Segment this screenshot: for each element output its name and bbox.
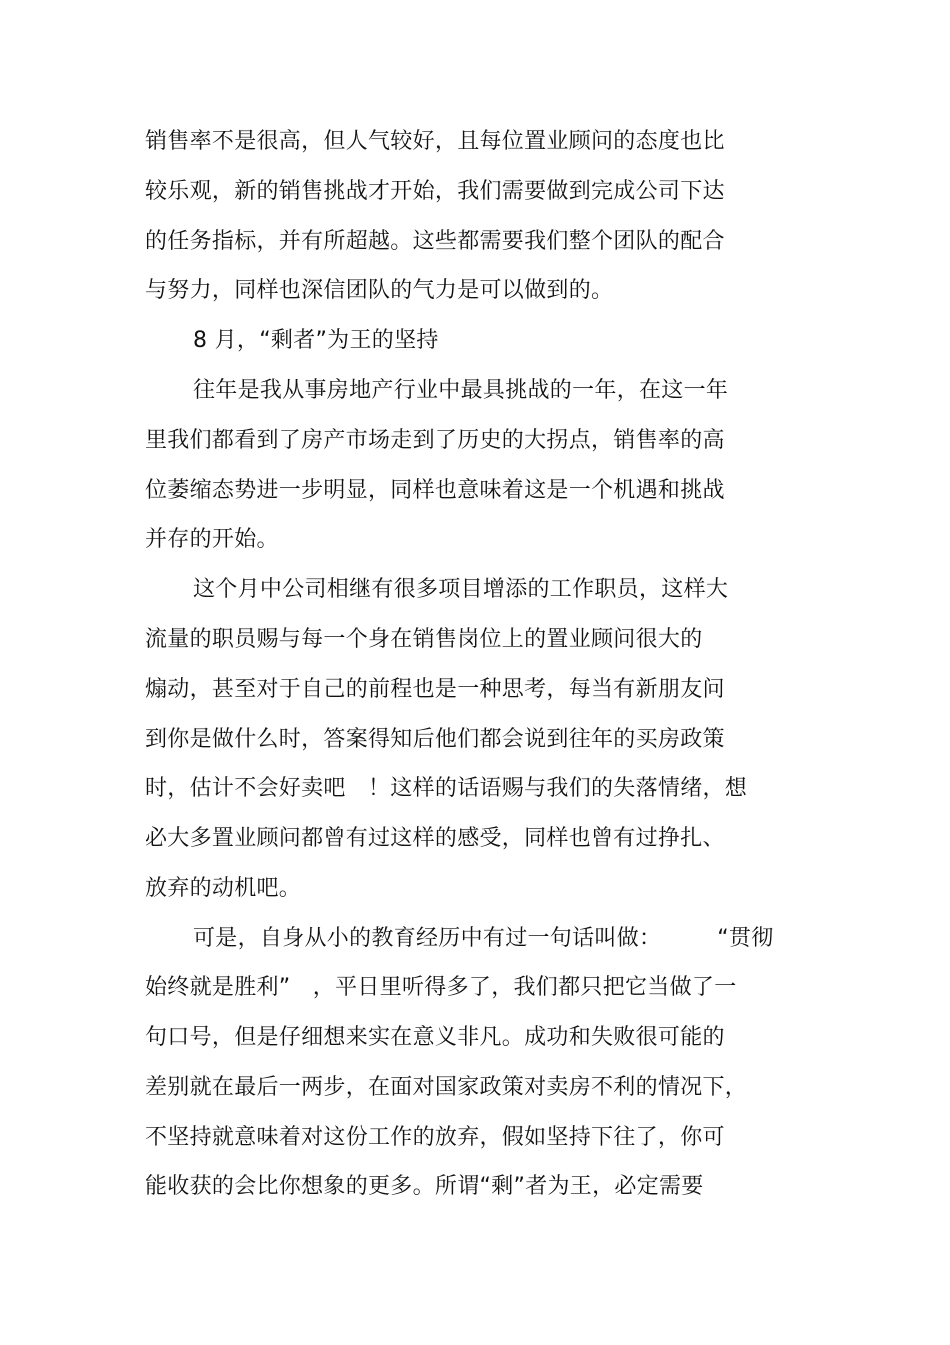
section-heading: 8 月，“剩者”为王的坚持 [193, 328, 439, 353]
paragraph-line: 较乐观，新的销售挑战才开始，我们需要做到完成公司下达 [145, 179, 725, 204]
paragraph-line: 时，估计不会好卖吧 ！这样的话语赐与我们的失落情绪，想 [145, 776, 748, 801]
paragraph-line: 句口号，但是仔细想来实在意义非凡。成功和失败很可能的 [145, 1025, 725, 1050]
paragraph-line: 差别就在最后一两步，在面对国家政策对卖房不利的情况下， [145, 1075, 748, 1100]
paragraph-line: 流量的职员赐与每一个身在销售岗位上的置业顾问很大的 [145, 627, 703, 652]
paragraph-line: 并存的开始。 [145, 527, 279, 552]
paragraph-line: 这个月中公司相继有很多项目增添的工作职员，这样大 [193, 577, 729, 602]
paragraph-line: 不坚持就意味着对这份工作的放弃，假如坚持下往了，你可 [145, 1125, 725, 1150]
paragraph-line: 里我们都看到了房产市场走到了历史的大拐点，销售率的高 [145, 428, 725, 453]
paragraph-line: 放弃的动机吧。 [145, 876, 302, 901]
paragraph-line: 位萎缩态势进一步明显，同样也意味着这是一个机遇和挑战 [145, 478, 725, 503]
paragraph-line: 往年是我从事房地产行业中最具挑战的一年，在这一年 [193, 378, 729, 403]
paragraph-line: 到你是做什么时，答案得知后他们都会说到往年的买房政策 [145, 727, 725, 752]
paragraph-line: 能收获的会比你想象的更多。所谓“剩”者为王，必定需要 [145, 1174, 704, 1199]
paragraph-line: 可是，自身从小的教育经历中有过一句话叫做： “贯彻 [193, 926, 774, 951]
paragraph-line: 销售率不是很高，但人气较好，且每位置业顾问的态度也比 [145, 129, 725, 154]
paragraph-line: 煽动，甚至对于自己的前程也是一种思考，每当有新朋友问 [145, 677, 725, 702]
paragraph-line: 始终就是胜利” ，平日里听得多了，我们都只把它当做了一 [145, 975, 737, 1000]
paragraph-line: 与努力，同样也深信团队的气力是可以做到的。 [145, 278, 614, 303]
paragraph-line: 的任务指标，并有所超越。这些都需要我们整个团队的配合 [145, 229, 725, 254]
paragraph-line: 必大多置业顾问都曾有过这样的感受，同样也曾有过挣扎、 [145, 826, 725, 851]
